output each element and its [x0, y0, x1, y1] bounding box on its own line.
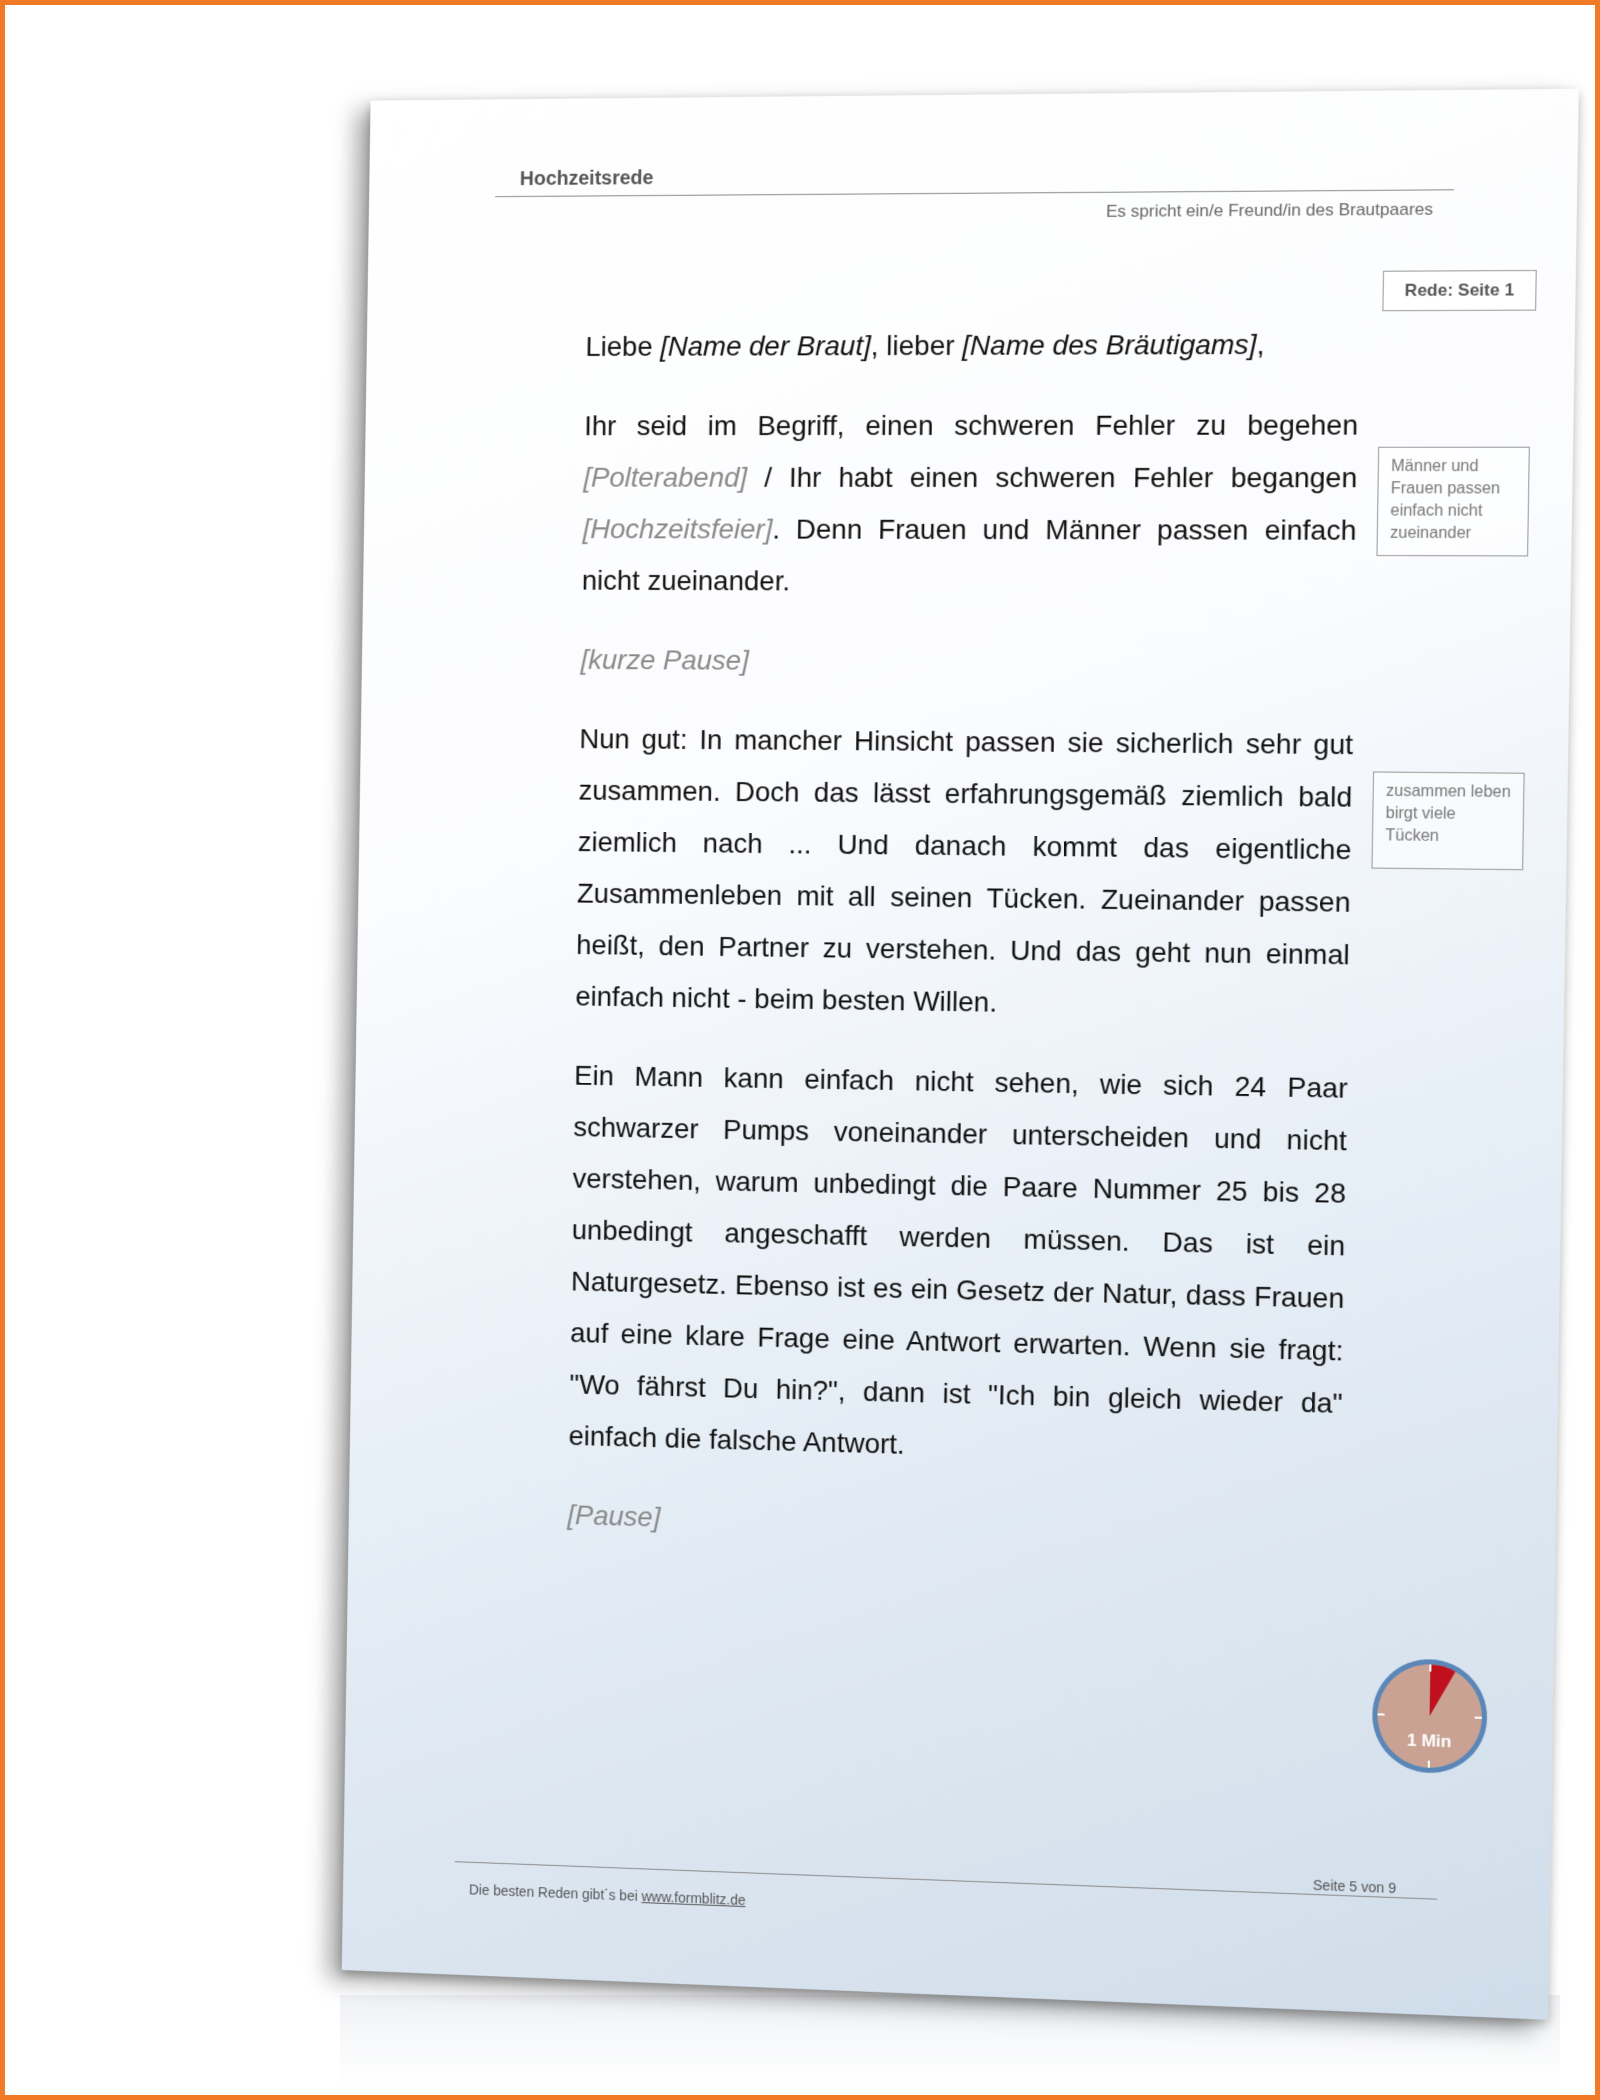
salutation-suffix: , [1256, 328, 1265, 361]
footer-text [469, 1881, 746, 1908]
pause-cue-2: [Pause] [567, 1499, 661, 1533]
paragraph-2: Nun gut: In mancher Hinsicht passen sie sicherlich sehr gut zusammen. Doch das lässt erfahrungsgemäß ziemlich bald ziemlich nach ... Und danach kommt das eigentliche Zusammenleben mit all seinen Tücken. Zueinander passen heißt, den Partner zu verstehen. Und das geht nun einmal einfach nicht - beim besten Willen. [575, 723, 1354, 1018]
margin-note-1: Männer und Frauen passen einfach nicht zueinander [1376, 447, 1529, 557]
salutation-middle: , lieber [870, 329, 963, 362]
header-title: Hochzeitsrede [519, 167, 654, 191]
polterabend-placeholder: [Polterabend] [583, 461, 748, 493]
document-page [342, 89, 1579, 2020]
margin-note-2: zusammen leben birgt viele Tücken [1371, 771, 1524, 870]
salutation-prefix: Liebe [585, 330, 661, 362]
paragraph-3: Ein Mann kann einfach nicht sehen, wie sich 24 Paar schwarzer Pumps voneinander unterscheiden und nicht verstehen, warum unbedingt die Paare Nummer 25 bis 28 unbedingt angeschafft werden müssen. Das ist ein Naturgesetz. Ebenso ist es ein Gesetz der Natur, dass Frauen auf eine klare Frage eine Antwort erwarten. Wenn sie fragt: "Wo fährst Du hin?", dann ist "Ich bin gleich wieder da" einfach die falsche Antwort. [568, 1059, 1348, 1460]
pause-cue-1: [kurze Pause] [580, 644, 750, 676]
salutation [585, 318, 1360, 372]
timer-label: 1 Min [1406, 1730, 1452, 1752]
bride-placeholder: [Name der Braut] [660, 330, 872, 362]
footer-link[interactable]: www.formblitz.de [641, 1888, 746, 1909]
page-badge: Rede: Seite 1 [1382, 270, 1536, 311]
groom-placeholder: [Name des Bräutigams] [962, 328, 1257, 361]
header-subtitle: Es spricht ein/e Freund/in des Brautpaares [1105, 199, 1434, 221]
hochzeitsfeier-placeholder: [Hochzeitsfeier] [582, 513, 773, 545]
footer-page-number: Seite 5 von 9 [1312, 1876, 1397, 1897]
speech-body [567, 318, 1360, 1591]
para1-part-a: Ihr seid im Begriff, einen schweren Fehler zu begehen [584, 409, 1359, 442]
header-rule [495, 189, 1454, 197]
footer-prefix: Die besten Reden gibt´s bei [468, 1881, 642, 1905]
para1-part-c: . Denn Frauen und Männer passen einfach nicht zueinander. [581, 513, 1357, 597]
paragraph-1 [582, 399, 1359, 609]
timer-clock-icon [1367, 1653, 1492, 1779]
para1-part-b: / Ihr habt einen schweren Fehler begangen [746, 461, 1358, 494]
